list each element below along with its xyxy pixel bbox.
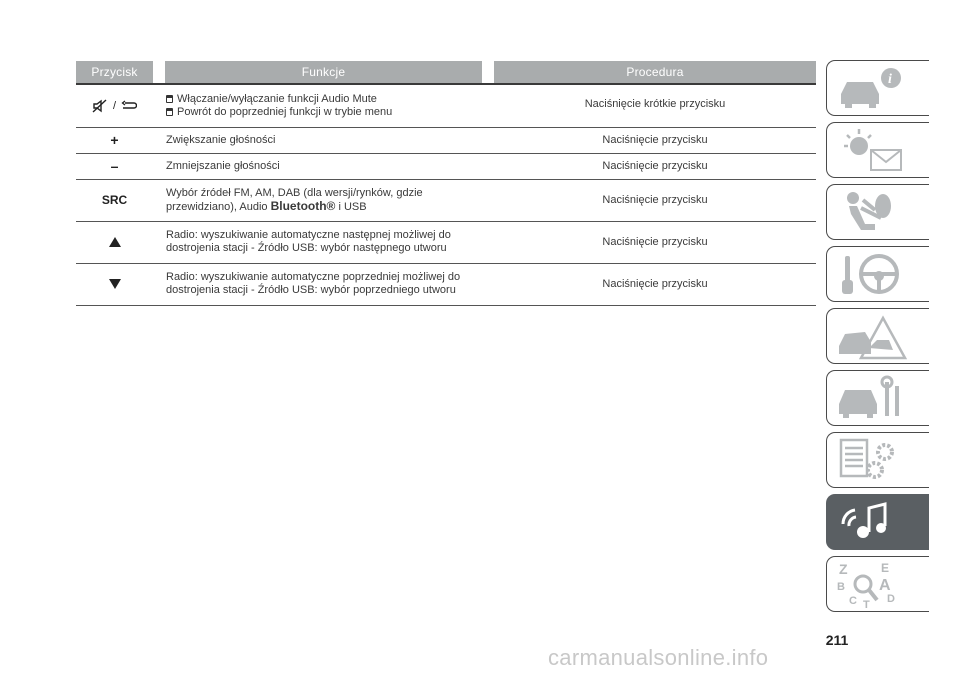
- src-label: SRC: [101, 193, 128, 207]
- minus-icon: –: [110, 157, 119, 174]
- svg-text:C: C: [849, 595, 857, 607]
- side-tab-car-info[interactable]: [826, 60, 929, 116]
- procedure-cell: Naciśnięcie przycisku: [602, 159, 708, 172]
- svg-text:Z: Z: [839, 561, 848, 577]
- multimedia-music-icon: [835, 498, 905, 548]
- side-tab-maintenance[interactable]: [826, 370, 929, 426]
- warning-light-message-icon: [835, 126, 907, 176]
- function-text: Powrót do poprzedniej funkcji w trybie menu: [177, 106, 393, 118]
- car-accident-warning-icon: [835, 312, 907, 362]
- header-przycisk: Przycisk: [76, 61, 153, 83]
- table-row: [76, 153, 816, 180]
- table-row: [76, 263, 816, 306]
- side-tab-safety[interactable]: [826, 184, 929, 240]
- procedure-cell: Naciśnięcie przycisku: [602, 277, 708, 290]
- car-maintenance-tools-icon: [835, 374, 905, 424]
- svg-text:D: D: [887, 593, 895, 605]
- function-text: dostrojenia stacji - Źródło USB: wybór następnego utworu: [166, 242, 447, 254]
- arrow-down-icon: [109, 279, 121, 289]
- table-row: [76, 85, 816, 128]
- airbag-seat-icon: [835, 188, 905, 238]
- svg-text:T: T: [863, 599, 870, 611]
- header-funkcje: Funkcje: [165, 61, 482, 83]
- function-text: Zwiększanie głośności: [166, 133, 276, 146]
- svg-text:i: i: [888, 72, 892, 87]
- side-tab-starting-driving[interactable]: [826, 246, 929, 302]
- button-cell: [76, 85, 153, 127]
- back-arrow-icon: [121, 100, 137, 112]
- car-info-icon: [835, 64, 905, 112]
- function-cell: [166, 179, 486, 221]
- small-button-icon: [166, 95, 173, 103]
- function-cell: [166, 85, 486, 127]
- arrow-up-icon: [109, 237, 121, 247]
- function-text: Włączanie/wyłączanie funkcji Audio Mute: [177, 93, 377, 105]
- function-text: Radio: wyszukiwanie automatyczne poprzedniej możliwej do: [166, 271, 461, 283]
- small-button-icon: [166, 108, 173, 116]
- side-tab-warning-lights[interactable]: [826, 122, 929, 178]
- side-tab-multimedia[interactable]: [826, 494, 929, 550]
- table-header: [0, 61, 960, 83]
- procedure-cell: Naciśnięcie krótkie przycisku: [584, 98, 726, 110]
- page-number: 211: [825, 632, 849, 648]
- bluetooth-label: Bluetooth®: [270, 198, 336, 213]
- procedure-cell: Naciśnięcie przycisku: [602, 193, 708, 206]
- svg-text:E: E: [881, 561, 890, 575]
- function-text: Wybór źródeł FM, AM, DAB (dla wersji/rynków, gdzie: [166, 186, 423, 199]
- table-row: [76, 179, 816, 222]
- side-tab-specifications[interactable]: [826, 432, 929, 488]
- function-cell: [166, 221, 486, 263]
- table-row: [76, 127, 816, 154]
- function-text: przewidziano), Audio: [166, 200, 271, 213]
- header-procedura: Procedura: [494, 61, 816, 83]
- function-text: i USB: [335, 200, 367, 213]
- key-steering-wheel-icon: [835, 250, 905, 300]
- specifications-gear-icon: [835, 436, 905, 486]
- side-tab-index[interactable]: [826, 556, 929, 612]
- table-row: [76, 221, 816, 264]
- plus-icon: +: [110, 131, 119, 148]
- function-cell: [166, 263, 486, 305]
- procedure-cell: Naciśnięcie przycisku: [602, 133, 708, 146]
- function-text: Zmniejszanie głośności: [166, 159, 280, 172]
- svg-text:B: B: [837, 581, 845, 593]
- function-text: Radio: wyszukiwanie automatyczne następnej możliwej do: [166, 229, 451, 241]
- svg-text:A: A: [879, 577, 891, 594]
- mute-icon: [92, 99, 108, 113]
- function-text: dostrojenia stacji - Źródło USB: wybór poprzedniego utworu: [166, 284, 456, 296]
- alphabetical-index-search-icon: [835, 560, 907, 612]
- watermark: carmanualsonline.info: [548, 645, 769, 670]
- procedure-cell: Naciśnięcie przycisku: [602, 235, 708, 248]
- separator-slash: /: [112, 99, 117, 112]
- side-tab-emergency[interactable]: [826, 308, 929, 364]
